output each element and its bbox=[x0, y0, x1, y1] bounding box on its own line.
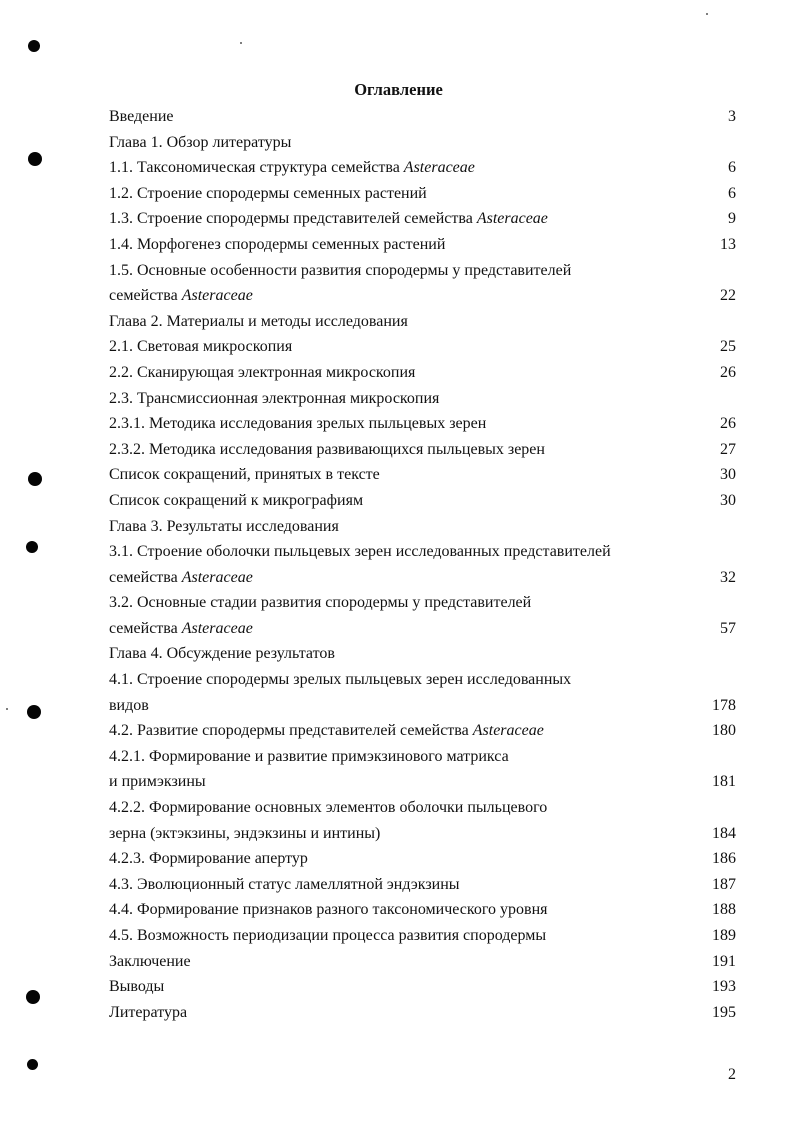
toc-entry-text bbox=[109, 386, 439, 412]
toc-entry-label: 2.2. Сканирующая электронная микроскопия bbox=[109, 363, 416, 381]
toc-entry-label: 1.5. Основные особенности развития спородермы у представителей семейства bbox=[109, 261, 572, 305]
toc-entry-text bbox=[109, 872, 460, 898]
toc-entry-taxon: Asteraceae bbox=[181, 287, 253, 305]
toc-entry-label: Выводы bbox=[109, 978, 165, 996]
toc-entry-page: 30 bbox=[720, 466, 736, 484]
toc-entry bbox=[109, 744, 736, 795]
toc-entry-label: 2.3.2. Методика исследования развивающихся пыльцевых зерен bbox=[109, 440, 545, 458]
toc-entry-text bbox=[109, 437, 545, 463]
toc-entry bbox=[109, 846, 736, 872]
toc-entry-taxon: Asteraceae bbox=[403, 159, 475, 177]
toc-entry bbox=[109, 155, 736, 181]
toc-entry-text bbox=[109, 514, 339, 540]
toc-entry-page: 193 bbox=[712, 978, 736, 996]
toc-entry-label: 1.3. Строение спородермы представителей семейства bbox=[109, 210, 473, 228]
toc-entry-text bbox=[109, 590, 531, 641]
toc-entry-page: 57 bbox=[720, 619, 736, 637]
toc-entry-text bbox=[109, 539, 611, 590]
toc-entry-label: 1.2. Строение спородермы семенных растений bbox=[109, 184, 427, 202]
toc-entry-text bbox=[109, 411, 486, 437]
toc-entry-text bbox=[109, 949, 191, 975]
page-number: 2 bbox=[728, 1066, 736, 1083]
toc-entry-page: 22 bbox=[720, 287, 736, 305]
toc-entry-page: 184 bbox=[712, 824, 736, 842]
toc-entry-text bbox=[109, 641, 335, 667]
toc-entry bbox=[109, 667, 736, 718]
toc-entry-label: 1.1. Таксономическая структура семейства bbox=[109, 159, 400, 177]
toc-entry-text bbox=[109, 334, 292, 360]
binder-hole-1 bbox=[28, 40, 40, 52]
toc-entry-label: 3.1. Строение оболочки пыльцевых зерен исследованных представителей семейства bbox=[109, 543, 611, 586]
toc-entry-text bbox=[109, 181, 427, 207]
speck bbox=[6, 708, 8, 710]
toc-entry-page: 180 bbox=[712, 722, 736, 740]
toc-entry bbox=[109, 130, 736, 156]
toc-entry-page: 195 bbox=[712, 1003, 736, 1021]
toc-entry bbox=[109, 923, 736, 949]
toc-entry-text bbox=[109, 104, 174, 130]
toc-entry-page: 189 bbox=[712, 927, 736, 944]
toc-entry-text bbox=[109, 130, 291, 156]
binder-hole-5 bbox=[27, 705, 41, 719]
toc-entry bbox=[109, 488, 736, 514]
toc-entry bbox=[109, 437, 736, 463]
toc-entry-text bbox=[109, 1000, 187, 1026]
toc-entry-page: 26 bbox=[720, 415, 736, 433]
binder-hole-3 bbox=[28, 472, 42, 486]
toc-entry-text bbox=[109, 846, 308, 872]
toc-entry-label: 4.2.1. Формирование и развитие примэкзинового матрикса и примэкзины bbox=[109, 747, 509, 791]
toc-entry-text bbox=[109, 718, 544, 744]
toc-entry-page: 25 bbox=[720, 338, 736, 356]
toc-entry-page: 9 bbox=[728, 210, 736, 228]
toc-entry-page: 186 bbox=[712, 850, 736, 868]
toc-entry-text bbox=[109, 974, 164, 1000]
toc-entry-text bbox=[109, 206, 548, 232]
toc-entry-page: 27 bbox=[720, 440, 736, 458]
toc-entry-label: Глава 1. Обзор литературы bbox=[109, 133, 292, 151]
toc-entry-label: Заключение bbox=[109, 952, 191, 970]
toc-entry-label: 2.3. Трансмиссионная электронная микроскопия bbox=[109, 389, 440, 407]
table-of-contents bbox=[109, 104, 736, 1025]
toc-entry-label: Глава 2. Материалы и методы исследования bbox=[109, 312, 408, 330]
toc-entry-label: Введение bbox=[109, 108, 174, 125]
toc-entry-taxon: Asteraceae bbox=[181, 568, 253, 586]
toc-entry-label: Глава 4. Обсуждение результатов bbox=[109, 645, 335, 663]
toc-entry bbox=[109, 309, 736, 335]
toc-entry-page: 3 bbox=[728, 108, 736, 125]
toc-entry-taxon: Asteraceae bbox=[181, 619, 253, 637]
binder-hole-6 bbox=[26, 990, 40, 1004]
toc-entry-label: 4.3. Эволюционный статус ламеллятной эндэкзины bbox=[109, 875, 460, 893]
toc-entry-label: Глава 3. Результаты исследования bbox=[109, 517, 339, 535]
toc-entry bbox=[109, 334, 736, 360]
toc-entry-text bbox=[109, 309, 408, 335]
toc-entry-label: 4.2. Развитие спородермы представителей семейства bbox=[109, 722, 469, 740]
toc-entry-page: 30 bbox=[720, 491, 736, 509]
toc-entry bbox=[109, 718, 736, 744]
toc-entry bbox=[109, 1000, 736, 1026]
toc-entry-page: 178 bbox=[712, 696, 736, 714]
toc-entry-label: 4.5. Возможность периодизации процесса развития спородермы bbox=[109, 927, 547, 944]
toc-entry-label: 3.2. Основные стадии развития спородермы у представителей семейства bbox=[109, 594, 532, 637]
toc-entry-label: 4.1. Строение спородермы зрелых пыльцевых зерен исследованных видов bbox=[109, 671, 572, 714]
toc-entry-page: 13 bbox=[720, 235, 736, 253]
toc-entry bbox=[109, 641, 736, 667]
toc-entry-text bbox=[109, 462, 380, 488]
toc-entry-label: 4.2.2. Формирование основных элементов оболочки пыльцевого зерна (эктэкзины, эндэкзины и интины) bbox=[109, 799, 548, 842]
toc-entry-page: 6 bbox=[728, 184, 736, 202]
toc-entry bbox=[109, 795, 736, 846]
toc-entry bbox=[109, 539, 736, 590]
toc-entry-page: 26 bbox=[720, 363, 736, 381]
toc-entry-label: Список сокращений к микрографиям bbox=[109, 491, 364, 509]
toc-entry-label: 4.4. Формирование признаков разного таксономического уровня bbox=[109, 901, 548, 919]
toc-entry-page: 32 bbox=[720, 568, 736, 586]
toc-entry-text bbox=[109, 897, 548, 923]
toc-entry bbox=[109, 411, 736, 437]
toc-entry bbox=[109, 258, 736, 309]
toc-entry bbox=[109, 949, 736, 975]
toc-entry-text bbox=[109, 488, 363, 514]
toc-entry bbox=[109, 897, 736, 923]
toc-entry-page: 191 bbox=[712, 952, 736, 970]
toc-entry-page: 181 bbox=[712, 773, 736, 791]
toc-entry-page: 6 bbox=[728, 159, 736, 177]
toc-entry-page: 188 bbox=[712, 901, 736, 919]
toc-entry bbox=[109, 181, 736, 207]
toc-entry-text bbox=[109, 258, 571, 309]
speck bbox=[240, 42, 242, 44]
toc-entry-text bbox=[109, 744, 509, 795]
toc-entry-taxon: Asteraceae bbox=[472, 722, 544, 740]
toc-entry bbox=[109, 360, 736, 386]
toc-entry bbox=[109, 974, 736, 1000]
toc-entry bbox=[109, 386, 736, 412]
binder-hole-2 bbox=[28, 152, 42, 166]
toc-entry-text bbox=[109, 232, 445, 258]
binder-hole-7 bbox=[27, 1059, 38, 1070]
toc-entry-label: Список сокращений, принятых в тексте bbox=[109, 466, 380, 484]
toc-entry bbox=[109, 514, 736, 540]
toc-entry-label: 2.3.1. Методика исследования зрелых пыльцевых зерен bbox=[109, 415, 487, 433]
toc-entry bbox=[109, 462, 736, 488]
toc-entry bbox=[109, 104, 736, 130]
toc-entry bbox=[109, 206, 736, 232]
toc-entry-taxon: Asteraceae bbox=[476, 210, 548, 228]
binder-hole-4 bbox=[26, 541, 38, 553]
toc-entry-label: Литература bbox=[109, 1003, 188, 1021]
toc-entry-text bbox=[109, 795, 547, 846]
toc-entry bbox=[109, 872, 736, 898]
toc-entry-label: 1.4. Морфогенез спородермы семенных растений bbox=[109, 235, 446, 253]
speck bbox=[706, 13, 708, 15]
toc-entry-page: 187 bbox=[712, 875, 736, 893]
toc-entry bbox=[109, 232, 736, 258]
toc-entry-text bbox=[109, 923, 546, 949]
toc-title: Оглавление bbox=[354, 80, 443, 99]
toc-entry-label: 2.1. Световая микроскопия bbox=[109, 338, 293, 356]
toc-entry bbox=[109, 590, 736, 641]
toc-entry-text bbox=[109, 360, 415, 386]
toc-entry-text bbox=[109, 155, 475, 181]
toc-entry-label: 4.2.3. Формирование апертур bbox=[109, 850, 308, 868]
toc-entry-text bbox=[109, 667, 571, 718]
